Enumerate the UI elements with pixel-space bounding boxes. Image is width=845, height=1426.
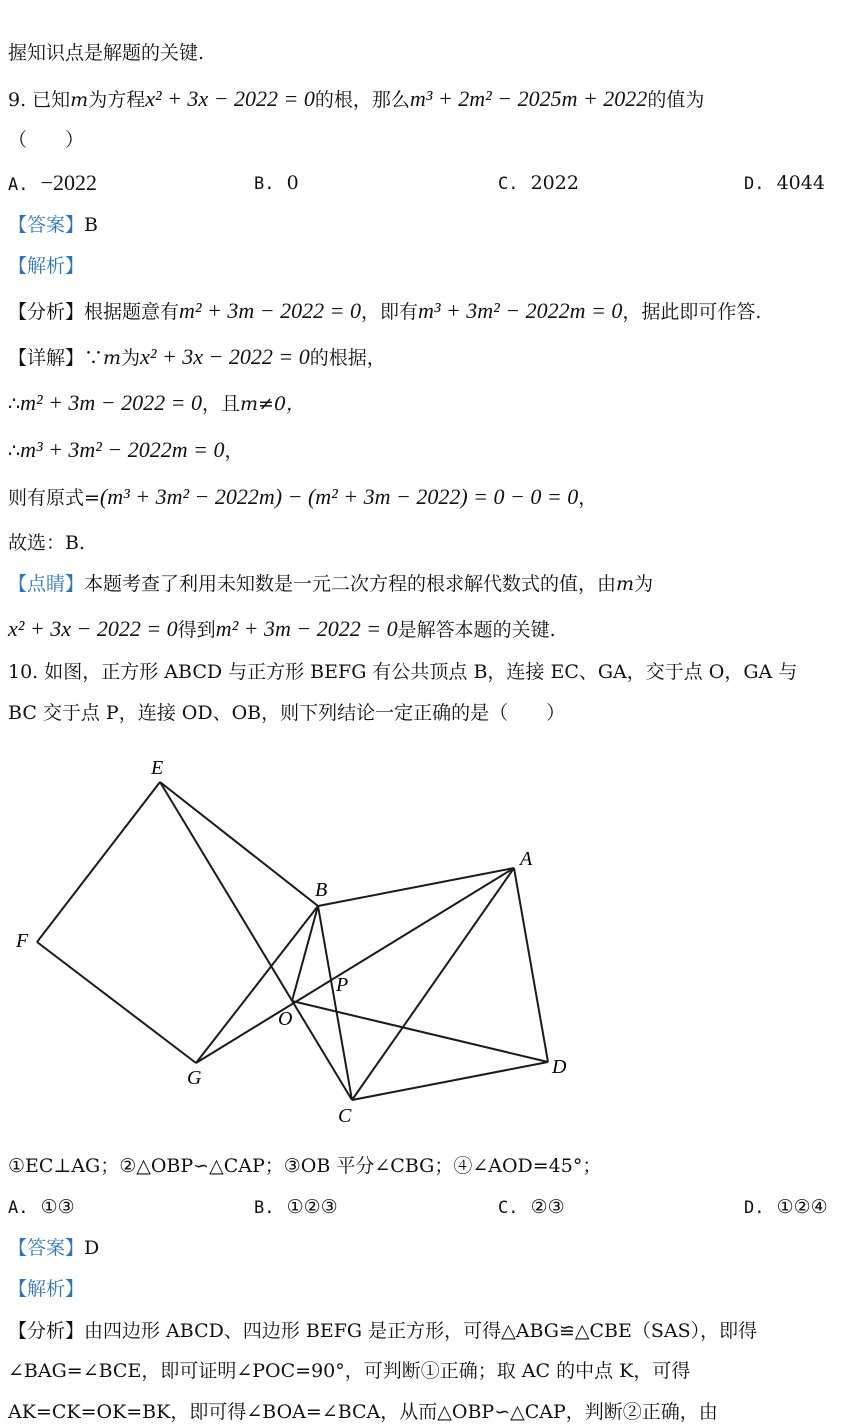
- geometry-figure: [0, 740, 620, 1140]
- option-b: B. 0: [254, 172, 299, 194]
- jiexi-tag-10: 【解析】: [8, 1278, 85, 1300]
- option-c: C. ②③: [498, 1196, 565, 1218]
- segment-FG: [37, 942, 196, 1063]
- segment-OD: [292, 1001, 548, 1062]
- segment-GA: [196, 868, 514, 1063]
- step-4: 故选：B.: [8, 532, 86, 554]
- option-d: D. ①②④: [744, 1196, 828, 1218]
- label-D: D: [552, 1056, 567, 1078]
- jiexi-tag: 【解析】: [8, 255, 85, 277]
- answer-9: 【答案】B: [8, 214, 98, 236]
- question-9-paren: （ ）: [8, 129, 85, 151]
- segment-AD: [514, 868, 548, 1062]
- option-d: D. 4044: [744, 172, 825, 194]
- step-3: 则有原式=(m³ + 3m² − 2022m) − (m² + 3m − 2022) = 0 − 0 = 0，: [8, 484, 598, 509]
- option-c: C. 2022: [498, 172, 579, 194]
- question-10-line-2: BC 交于点 P，连接 OD、OB，则下列结论一定正确的是（ ）: [8, 702, 566, 724]
- xiangjie-line: 【详解】∵m为x² + 3x − 2022 = 0的根据，: [8, 344, 386, 369]
- fenxi-10-line-3: AK=CK=OK=BK，即可得∠BOA=∠BCA，从而△OBP∽△CAP，判断②正确，由: [8, 1401, 718, 1423]
- text-line: 握知识点是解题的关键.: [8, 42, 205, 64]
- label-F: F: [16, 930, 29, 952]
- label-A: A: [520, 848, 533, 870]
- step-1: ∴m² + 3m − 2022 = 0，且m≠0，: [8, 390, 306, 415]
- label-B: B: [315, 879, 328, 901]
- label-C: C: [338, 1105, 352, 1127]
- option-a: A. −2022: [8, 170, 97, 195]
- fenxi-line: 【分析】根据题意有m² + 3m − 2022 = 0，即有m³ + 3m² − 2022m = 0，据此即可作答.: [8, 298, 762, 323]
- question-9-line: 9. 已知m为方程x² + 3x − 2022 = 0的根，那么m³ + 2m² − 2025m + 2022的值为: [8, 86, 705, 111]
- answer-10: 【答案】D: [8, 1237, 100, 1259]
- fenxi-10-line-2: ∠BAG=∠BCE，即可证明∠POC=90°，可判断①正确；取 AC 的中点 K，可得: [8, 1360, 691, 1382]
- dianjing-line-2: x² + 3x − 2022 = 0得到m² + 3m − 2022 = 0是解答本题的关键.: [8, 616, 556, 641]
- question-10-statements: ①EC⊥AG；②△OBP∽△CAP；③OB 平分∠CBG；④∠AOD=45°；: [8, 1155, 602, 1177]
- label-G: G: [187, 1067, 202, 1089]
- step-2: ∴m³ + 3m² − 2022m = 0，: [8, 437, 244, 462]
- question-10-line-1: 10. 如图，正方形 ABCD 与正方形 BEFG 有公共顶点 B，连接 EC、GA，交于点 O，GA 与: [8, 661, 798, 683]
- segment-EF: [37, 782, 160, 942]
- segment-GB: [196, 906, 318, 1063]
- label-E: E: [151, 757, 164, 779]
- label-O: O: [278, 1008, 293, 1030]
- option-b: B. ①②③: [254, 1196, 338, 1218]
- segment-AC: [352, 868, 514, 1100]
- segment-OB: [292, 906, 318, 1001]
- segment-BE: [160, 782, 318, 906]
- fenxi-10-line-1: 【分析】由四边形 ABCD、四边形 BEFG 是正方形，可得△ABG≌△CBE（SAS），即得: [8, 1320, 758, 1342]
- dianjing-line-1: 【点睛】本题考查了利用未知数是一元二次方程的根求解代数式的值，由m为: [8, 573, 654, 595]
- option-a: A. ①③: [8, 1196, 75, 1218]
- segment-DC: [352, 1062, 548, 1100]
- label-P: P: [336, 974, 349, 996]
